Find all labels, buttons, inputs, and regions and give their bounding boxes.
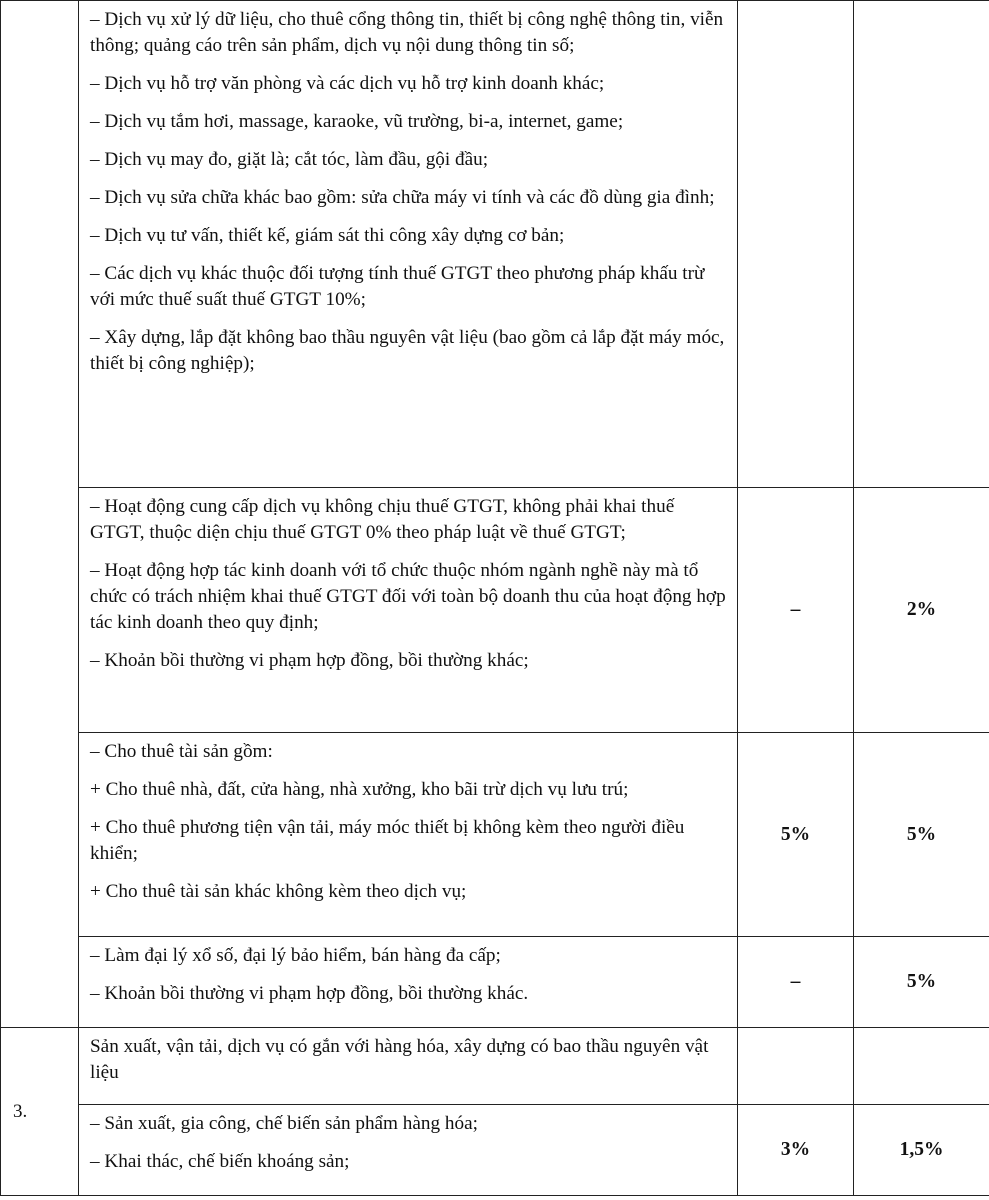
list-item: – Dịch vụ tắm hơi, massage, karaoke, vũ trường, bi-a, internet, game;: [90, 111, 624, 132]
description-cell: [79, 733, 738, 937]
rate-cell-1: [738, 1, 854, 488]
list-item: – Hoạt động hợp tác kinh doanh với tổ chức thuộc nhóm ngành nghề này mà tổ chức có trách nhiệm khai thuế GTGT đối với toàn bộ doanh thu của hoạt động hợp tác kinh doanh theo quy định;: [90, 560, 726, 633]
table-row: [1, 937, 989, 1028]
empty-rate-cell: [738, 1028, 854, 1105]
list-item: – Dịch vụ may đo, giặt là; cắt tóc, làm đầu, gội đầu;: [90, 149, 489, 170]
rate-cell-2: [854, 1, 989, 488]
description-cell: [79, 1, 738, 488]
list-item: – Khoản bồi thường vi phạm hợp đồng, bồi thường khác;: [90, 650, 529, 671]
list-item: – Khai thác, chế biến khoáng sản;: [90, 1151, 350, 1172]
list-item: – Hoạt động cung cấp dịch vụ không chịu thuế GTGT, không phải khai thuế GTGT, thuộc diện chịu thuế GTGT 0% theo pháp luật về thuế GTGT;: [90, 496, 675, 543]
rate-cell-2: 5%: [854, 937, 989, 1028]
rate-cell-2: 5%: [854, 733, 989, 937]
list-item: + Cho thuê phương tiện vận tải, máy móc thiết bị không kèm theo người điều khiển;: [90, 817, 685, 864]
section-number-cell: [1, 1, 79, 1028]
rate-cell-1: –: [738, 488, 854, 733]
list-item: + Cho thuê nhà, đất, cửa hàng, nhà xưởng, kho bãi trừ dịch vụ lưu trú;: [90, 779, 629, 800]
list-item: – Sản xuất, gia công, chế biến sản phẩm hàng hóa;: [90, 1113, 478, 1134]
table-row: [1, 488, 989, 733]
list-item: – Dịch vụ xử lý dữ liệu, cho thuê cổng thông tin, thiết bị công nghệ thông tin, viễn thông; quảng cáo trên sản phẩm, dịch vụ nội dung thông tin số;: [90, 9, 724, 56]
table-row: [1, 1028, 989, 1105]
rate-cell-1: –: [738, 937, 854, 1028]
list-item: – Xây dựng, lắp đặt không bao thầu nguyên vật liệu (bao gồm cả lắp đặt máy móc, thiết bị công nghiệp);: [90, 327, 725, 374]
description-cell: [79, 488, 738, 733]
description-cell: [79, 937, 738, 1028]
list-item: – Dịch vụ tư vấn, thiết kế, giám sát thi công xây dựng cơ bản;: [90, 225, 565, 246]
list-item: – Làm đại lý xổ số, đại lý bảo hiểm, bán hàng đa cấp;: [90, 945, 501, 966]
table-row: [1, 1105, 989, 1196]
rate-cell-1: 5%: [738, 733, 854, 937]
list-item: – Khoản bồi thường vi phạm hợp đồng, bồi thường khác.: [90, 983, 529, 1004]
table-row: [1, 733, 989, 937]
list-item: – Cho thuê tài sản gồm:: [90, 741, 273, 762]
list-item: – Các dịch vụ khác thuộc đối tượng tính thuế GTGT theo phương pháp khấu trừ với mức thuế suất thuế GTGT 10%;: [90, 263, 705, 310]
description-cell: [79, 1105, 738, 1196]
list-item: – Dịch vụ hỗ trợ văn phòng và các dịch vụ hỗ trợ kinh doanh khác;: [90, 73, 605, 94]
empty-rate-cell: [854, 1028, 989, 1105]
section-heading: Sản xuất, vận tải, dịch vụ có gắn với hàng hóa, xây dựng có bao thầu nguyên vật liệu: [90, 1036, 709, 1083]
list-item: – Dịch vụ sửa chữa khác bao gồm: sửa chữa máy vi tính và các đồ dùng gia đình;: [90, 187, 715, 208]
rate-cell-2: 1,5%: [854, 1105, 989, 1196]
list-item: + Cho thuê tài sản khác không kèm theo dịch vụ;: [90, 881, 467, 902]
rate-cell-1: 3%: [738, 1105, 854, 1196]
section-heading-cell: [79, 1028, 738, 1105]
section-number: 3.: [1, 1028, 79, 1196]
table-row: [1, 1, 989, 488]
rate-cell-2: 2%: [854, 488, 989, 733]
